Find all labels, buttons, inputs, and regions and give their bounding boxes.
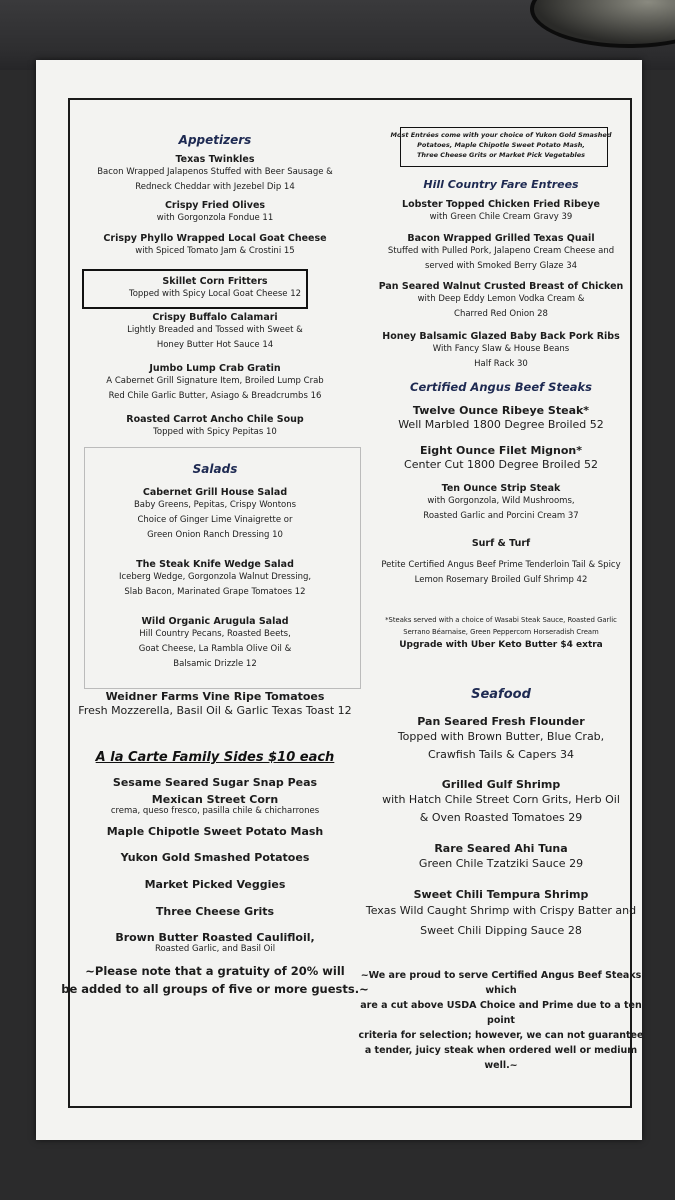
item-texas-twinkles: Texas Twinkles	[175, 154, 255, 165]
item-desc: Choice of Ginger Lime Vinaigrette or	[137, 515, 293, 525]
gratuity-note-2: be added to all groups of five or more guests.~	[61, 982, 369, 996]
item-fried-olives: Crispy Fried Olives	[164, 200, 266, 211]
item-wedge: The Steak Knife Wedge Salad	[136, 559, 294, 570]
steaks-heading: Certified Angus Beef Steaks	[410, 380, 592, 394]
item-desc: Roasted Garlic and Porcini Cream 37	[423, 511, 579, 521]
item-arugula: Wild Organic Arugula Salad	[141, 616, 289, 627]
item-desc: Center Cut 1800 Degree Broiled 52	[404, 458, 598, 471]
item-tempura-shrimp: Sweet Chili Tempura Shrimp	[413, 888, 589, 901]
item-desc: Hill Country Pecans, Roasted Beets,	[139, 629, 291, 639]
item-desc: Red Chile Garlic Butter, Asiago & Breadcrumbs 16	[108, 391, 322, 401]
item-filet: Eight Ounce Filet Mignon*	[419, 444, 583, 457]
side-desc: Roasted Garlic, and Basil Oil	[154, 944, 276, 954]
item-desc: Goat Cheese, La Rambla Olive Oil &	[138, 644, 292, 654]
item-desc: Topped with Brown Butter, Blue Crab,	[397, 730, 605, 743]
item-desc: Well Marbled 1800 Degree Broiled 52	[398, 418, 604, 431]
item-ahi-tuna: Rare Seared Ahi Tuna	[434, 842, 568, 855]
side-item: Mexican Street Corn	[151, 793, 279, 806]
item-desc: Green Chile Tzatziki Sauce 29	[418, 857, 584, 870]
side-desc: crema, queso fresco, pasilla chile & chicharrones	[110, 806, 320, 816]
appetizers-heading: Appetizers	[178, 133, 252, 147]
menu-page	[36, 60, 642, 1140]
item-desc: & Oven Roasted Tomatoes 29	[419, 811, 583, 824]
item-desc: Slab Bacon, Marinated Grape Tomatoes 12	[124, 587, 306, 597]
angus-note-2: are a cut above USDA Choice and Prime due to a ten point	[360, 1000, 642, 1026]
item-desc: With Fancy Slaw & House Beans	[432, 344, 570, 354]
side-item: Sesame Seared Sugar Snap Peas	[112, 776, 318, 789]
item-desc: Balsamic Drizzle 12	[173, 659, 257, 669]
item-desc: with Green Chile Cream Gravy 39	[429, 212, 573, 222]
angus-note-4: a tender, juicy steak when ordered well or medium well.~	[364, 1045, 638, 1071]
item-desc: with Gorgonzola, Wild Mushrooms,	[427, 496, 575, 506]
item-desc: Bacon Wrapped Jalapenos Stuffed with Beer Sausage &	[97, 167, 333, 177]
item-chicken: Pan Seared Walnut Crusted Breast of Chicken	[378, 281, 624, 292]
item-quail: Bacon Wrapped Grilled Texas Quail	[407, 233, 595, 244]
item-carrot-soup: Roasted Carrot Ancho Chile Soup	[126, 414, 304, 425]
surf-heading: Surf & Turf	[471, 538, 531, 549]
item-desc: Charred Red Onion 28	[454, 309, 548, 319]
item-desc: Sweet Chili Dipping Sauce 28	[420, 924, 582, 937]
seafood-heading: Seafood	[471, 687, 531, 702]
sauce-note-1: *Steaks served with a choice of Wasabi Steak Sauce, Roasted Garlic	[385, 616, 617, 624]
item-desc: Stuffed with Pulled Pork, Jalapeno Cream Cheese and	[387, 246, 615, 256]
upgrade-note: Upgrade with Uber Keto Butter $4 extra	[399, 640, 603, 650]
item-ribs: Honey Balsamic Glazed Baby Back Pork Ribs	[382, 331, 620, 342]
item-desc: with Spiced Tomato Jam & Crostini 15	[135, 246, 295, 256]
item-crab-gratin: Jumbo Lump Crab Gratin	[149, 363, 281, 374]
item-gulf-shrimp: Grilled Gulf Shrimp	[441, 778, 561, 791]
sides-heading: A la Carte Family Sides $10 each	[95, 750, 335, 765]
item-desc: Redneck Cheddar with Jezebel Dip 14	[135, 182, 295, 192]
item-tomatoes: Weidner Farms Vine Ripe Tomatoes	[105, 690, 325, 703]
item-ribeye: Twelve Ounce Ribeye Steak*	[412, 404, 590, 417]
item-calamari: Crispy Buffalo Calamari	[152, 312, 278, 323]
item-flounder: Pan Seared Fresh Flounder	[417, 715, 585, 728]
item-desc: Texas Wild Caught Shrimp with Crispy Batter and	[365, 904, 637, 917]
item-desc: Honey Butter Hot Sauce 14	[156, 340, 274, 350]
item-desc: Lightly Breaded and Tossed with Sweet &	[127, 325, 303, 335]
item-desc: Green Onion Ranch Dressing 10	[147, 530, 283, 540]
entree-note-3: Three Cheese Grits or Market Pick Vegetables	[416, 151, 586, 159]
menu-border	[61, 98, 644, 1108]
item-desc: with Deep Eddy Lemon Vodka Cream &	[417, 294, 585, 304]
angus-note-3: criteria for selection; however, we can not guarantee	[358, 1030, 644, 1041]
item-desc: Lemon Rosemary Broiled Gulf Shrimp 42	[414, 575, 588, 585]
item-desc: Fresh Mozzerella, Basil Oil & Garlic Texas Toast 12	[78, 704, 352, 717]
angus-note-1: ~We are proud to serve Certified Angus Beef Steaks which	[360, 970, 642, 996]
item-desc: Iceberg Wedge, Gorgonzola Walnut Dressing,	[118, 572, 312, 582]
entrees-heading: Hill Country Fare Entrees	[423, 178, 579, 191]
item-corn-fritters: Skillet Corn Fritters	[162, 276, 268, 287]
item-desc: Half Rack 30	[474, 359, 528, 369]
item-goat-cheese: Crispy Phyllo Wrapped Local Goat Cheese	[103, 233, 327, 244]
side-item: Market Picked Veggies	[144, 878, 286, 891]
item-desc: Topped with Spicy Local Goat Cheese 12	[128, 289, 302, 299]
item-desc: served with Smoked Berry Glaze 34	[424, 261, 578, 271]
side-item: Brown Butter Roasted Caulifloil,	[115, 931, 315, 944]
side-item: Yukon Gold Smashed Potatoes	[120, 851, 310, 864]
item-strip: Ten Ounce Strip Steak	[441, 483, 561, 494]
gratuity-note-1: ~Please note that a gratuity of 20% will	[85, 964, 345, 978]
side-item: Maple Chipotle Sweet Potato Mash	[106, 825, 324, 838]
item-desc: with Gorgonzola Fondue 11	[156, 213, 274, 223]
item-desc: A Cabernet Grill Signature Item, Broiled Lump Crab	[106, 376, 324, 386]
item-desc: Baby Greens, Pepitas, Crispy Wontons	[133, 500, 297, 510]
item-desc: Crawfish Tails & Capers 34	[427, 748, 575, 761]
entree-note-2: Potatoes, Maple Chipotle Sweet Potato Mash,	[417, 141, 585, 149]
item-desc: Petite Certified Angus Beef Prime Tenderloin Tail & Spicy	[381, 560, 621, 570]
item-desc: with Hatch Chile Street Corn Grits, Herb Oil	[382, 793, 620, 806]
entree-note-1: Most Entrées come with your choice of Yukon Gold Smashed	[390, 131, 612, 139]
salads-heading: Salads	[192, 462, 238, 476]
item-house-salad: Cabernet Grill House Salad	[142, 487, 288, 498]
side-item: Three Cheese Grits	[155, 905, 275, 918]
item-cfs-ribeye: Lobster Topped Chicken Fried Ribeye	[402, 199, 600, 210]
sauce-note-2: Serrano Béarnaise, Green Peppercorn Horseradish Cream	[403, 628, 599, 636]
item-desc: Topped with Spicy Pepitas 10	[153, 427, 277, 437]
